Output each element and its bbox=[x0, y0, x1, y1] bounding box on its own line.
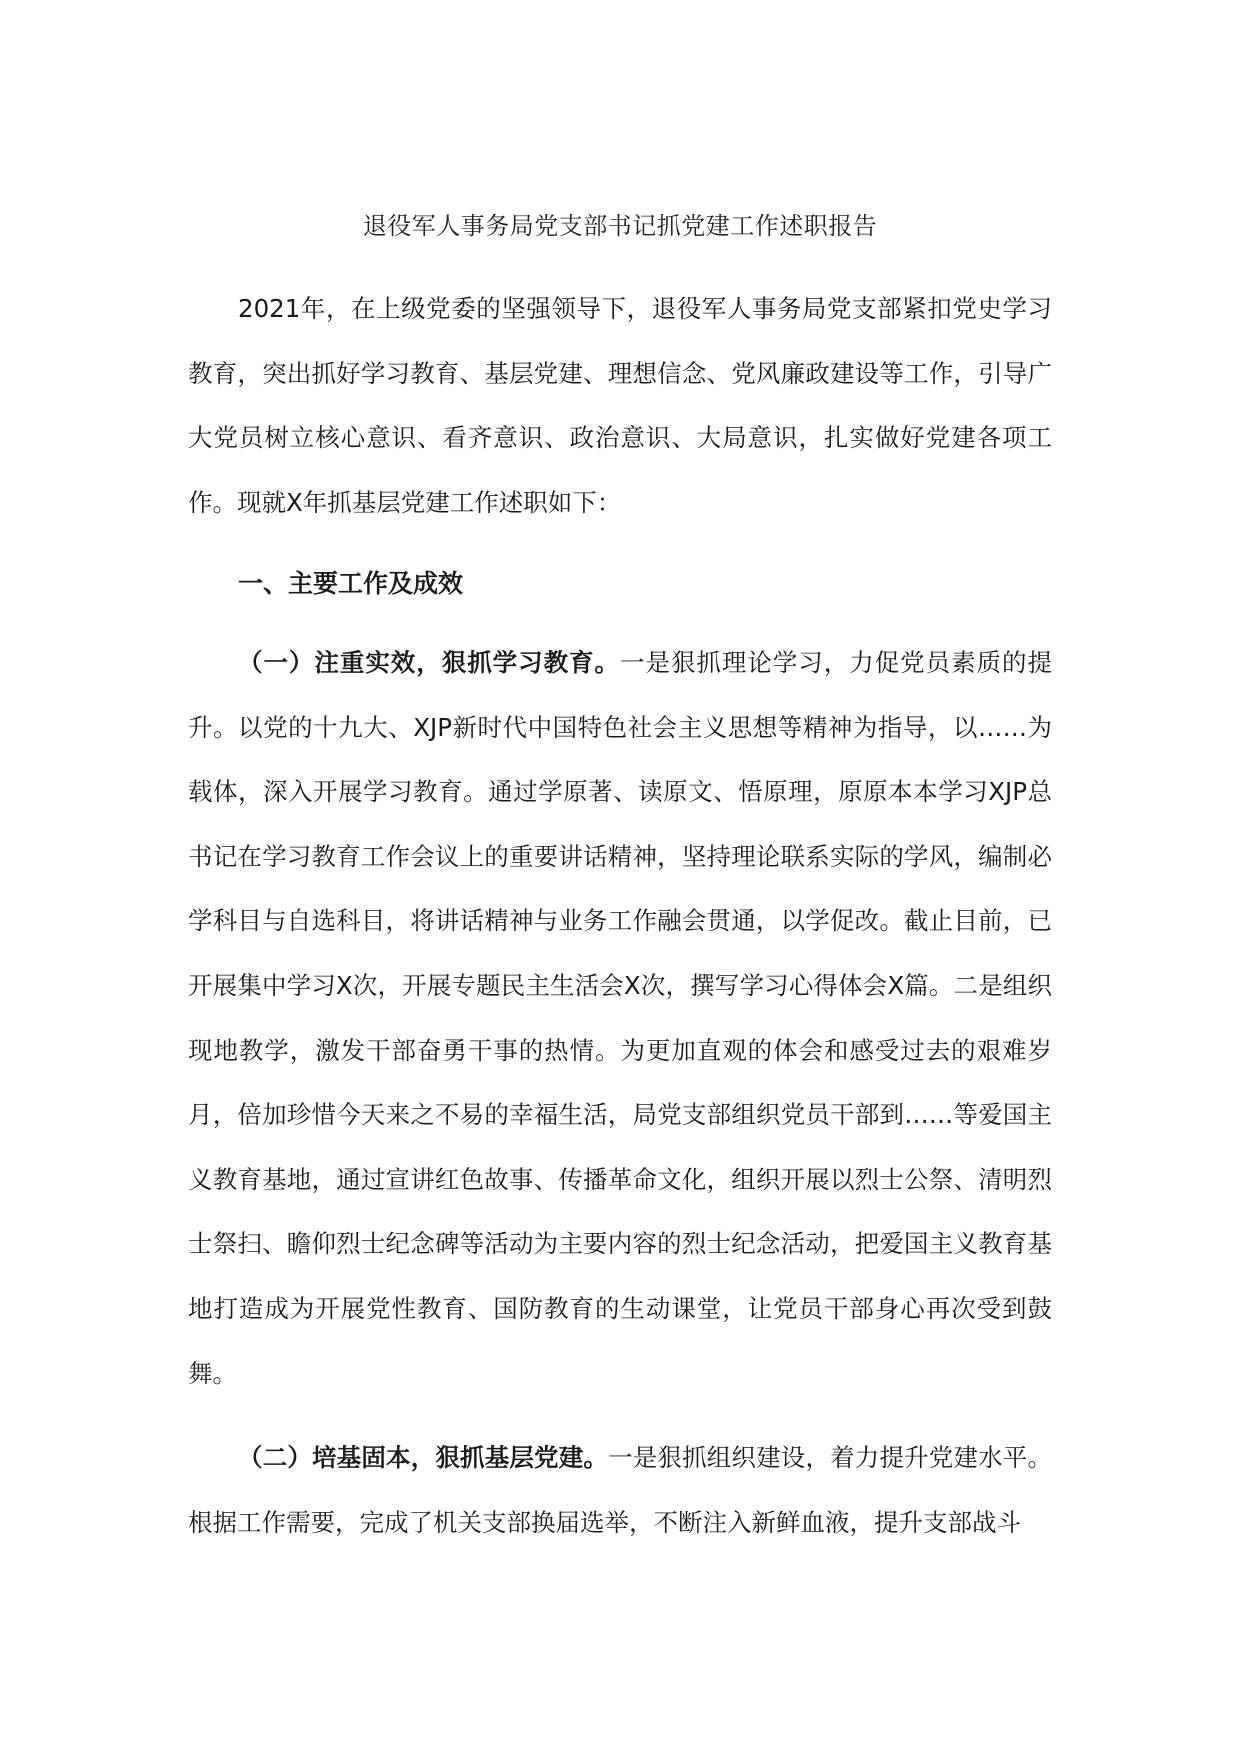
item-2-paragraph bbox=[188, 1426, 1052, 1555]
item-2-wrapper bbox=[188, 1426, 1052, 1555]
document-title: 退役军人事务局党支部书记抓党建工作述职报告 bbox=[362, 212, 878, 240]
item-2-body: 一是狠抓组织建设，着力提升党建水平。根据工作需要，完成了机关支部换届选举，不断注入新鲜血液，提升支部战斗 bbox=[188, 1443, 1052, 1537]
section-heading: 一、主要工作及成效 bbox=[238, 569, 464, 598]
item-1-body: 一是狠抓理论学习，力促党员素质的提升。以党的十九大、XJP新时代中国特色社会主义思想等精神为指导，以……为载体，深入开展学习教育。通过学原著、读原文、悟原理，原原本本学习XJP总书记在学习教育工作会议上的重要讲话精神，坚持理论联系实际的学风，编制必学科目与自选科目，将讲话精神与业务工作融会贯通，以学促改。截止目前，已开展集中学习X次，开展专题民主生活会X次，撰写学习心得体会X篇。二是组织现地教学，激发干部奋勇干事的热情。为更加直观的体会和感受过去的艰难岁月，倍加珍惜今天来之不易的幸福生活，局党支部组织党员干部到……等爱国主义教育基地，通过宣讲红色故事、传播革命文化，组织开展以烈士公祭、清明烈士祭扫、瞻仰烈士纪念碑等活动为主要内容的烈士纪念活动，把爱国主义教育基地打造成为开展党性教育、国防教育的生动课堂，让党员干部身心再次受到鼓舞。 bbox=[188, 648, 1052, 1388]
item-1-wrapper bbox=[188, 631, 1052, 1406]
item-2-lead: （二）培基固本，狠抓基层党建。 bbox=[238, 1443, 609, 1472]
intro-paragraph bbox=[188, 277, 1052, 535]
item-1-lead: （一）注重实效，狠抓学习教育。 bbox=[238, 648, 621, 677]
item-1-paragraph bbox=[188, 631, 1052, 1406]
intro-text: 2021年，在上级党委的坚强领导下，退役军人事务局党支部紧扣党史学习教育，突出抓好学习教育、基层党建、理想信念、党风廉政建设等工作，引导广大党员树立核心意识、看齐意识、政治意识、大局意识，扎实做好党建各项工作。现就X年抓基层党建工作述职如下： bbox=[188, 294, 1052, 517]
